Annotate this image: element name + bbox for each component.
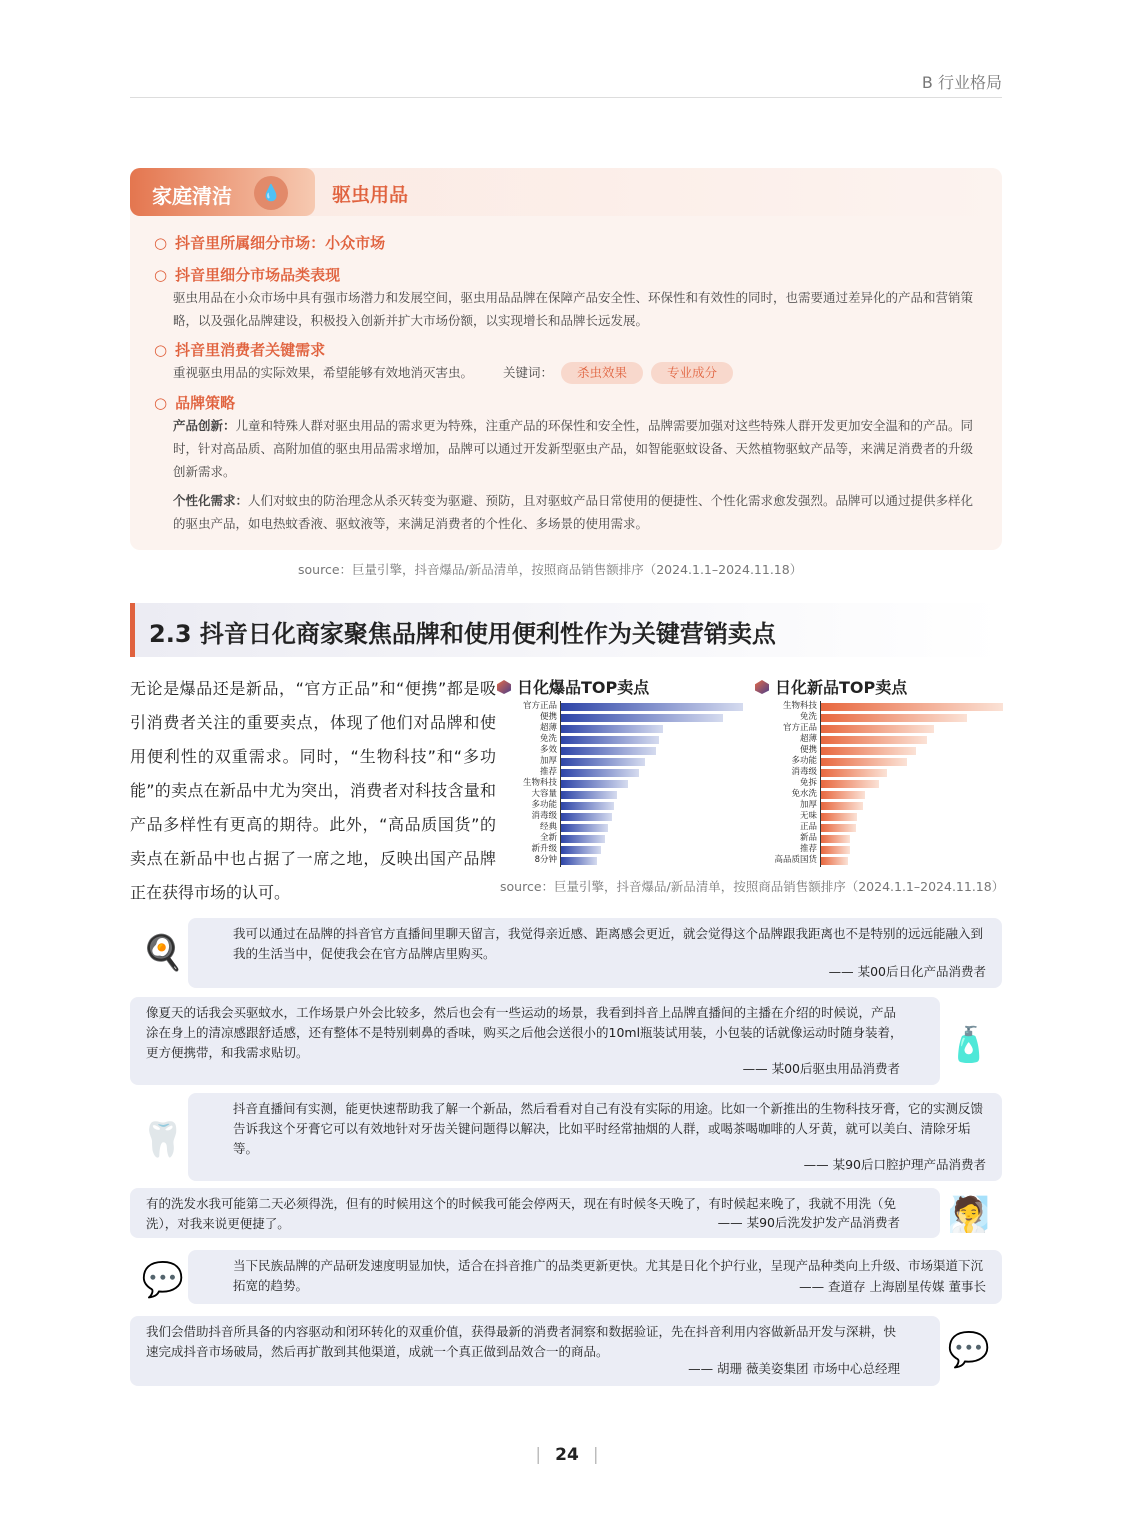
droplet-icon: 💧: [254, 176, 288, 210]
bar-row: [497, 822, 743, 833]
bar-row: [497, 723, 743, 734]
hair-wash-icon: 🧖: [947, 1195, 991, 1235]
section-performance: ○ 抖音里细分市场品类表现: [154, 264, 340, 285]
bar: [561, 846, 601, 854]
bar-label: 推荐: [539, 767, 557, 777]
kitchen-utensils-icon: 🍳: [141, 933, 185, 973]
section-market: ○ 抖音里所属细分市场：小众市场: [154, 232, 385, 253]
bar: [821, 725, 934, 733]
bar: [561, 824, 608, 832]
bar-label: 超薄: [799, 734, 817, 744]
category-label: [130, 168, 315, 216]
innovation-label: 产品创新：: [173, 418, 236, 433]
section-header: B 行业格局: [921, 73, 1002, 92]
body-text: 无论是爆品还是新品，“官方正品”和“便携”都是吸引消费者关注的重要卖点，体现了他们对品牌和使用便利性的双重需求。同时，“生物科技”和“多功能”的卖点在新品中尤为突出，消费者对科技含量和产品多样性有更高的期待。此外，“高品质国货”的卖点在新品中也占据了一席之地，反映出国产品牌正在获得市场的认可。: [130, 679, 496, 902]
quote-text: 抖音直播间有实测，能更快速帮助我了解一个新品，然后看看对自己有没有实际的用途。比如一个新推出的生物科技牙膏，它的实测反馈告诉我这个牙膏它可以有效地针对牙齿关键问题得以解决，比如平时经常抽烟的人群，或喝茶喝咖啡的人牙黄，就可以美白、清除牙垢等。: [233, 1101, 984, 1156]
keyword-tag: 杀虫效果: [561, 362, 643, 384]
bar-row: [757, 844, 1003, 855]
bar: [561, 813, 612, 821]
bar-row: [497, 800, 743, 811]
quote-author: —— 查道存 上海剧星传媒 董事长: [799, 1279, 986, 1294]
bar-row: [497, 734, 743, 745]
bar: [561, 736, 659, 744]
chart-title-text: 日化新品TOP卖点: [775, 678, 908, 697]
bar: [821, 802, 863, 810]
innovation-text: 儿童和特殊人群对驱虫用品的需求更为特殊，注重产品的环保性和安全性，品牌需要加强对这些特殊人群开发更加安全温和的产品。同时，针对高品质、高附加值的驱虫用品需求增加，品牌可以通过开发新型驱虫产品，如智能驱蚊设备、天然植物驱蚊产品等，来满足消费者的升级创新需求。: [173, 418, 974, 479]
quote-author: —— 某90后口腔护理产品消费者: [803, 1157, 986, 1172]
quote-author: —— 胡珊 薇美姿集团 市场中心总经理: [688, 1361, 900, 1376]
category-card: [130, 168, 1002, 550]
bar-label: 多功能: [791, 756, 817, 766]
section-strategy: ○ 品牌策略: [154, 392, 235, 413]
bar: [821, 846, 850, 854]
bar-row: [757, 756, 1003, 767]
bar-row: [757, 778, 1003, 789]
bar-row: [497, 712, 743, 723]
quote-card: [188, 918, 1002, 988]
bar-row: [497, 789, 743, 800]
bar: [561, 725, 663, 733]
chart-title-hot: [497, 675, 649, 698]
bar-row: [497, 756, 743, 767]
bar-label: 生物科技: [782, 701, 817, 711]
bar-row: [497, 844, 743, 855]
bar: [821, 791, 865, 799]
strategy-innovation: [173, 414, 983, 483]
bar-label: 经典: [539, 822, 557, 832]
bar-label: 新品: [799, 833, 817, 843]
bar-row: [757, 800, 1003, 811]
source-note: source：巨量引擎，抖音爆品/新品清单，按照商品销售额排序（2024.1.1–2024.11.18）: [298, 562, 803, 577]
bar-label: 高品质国货: [774, 855, 817, 865]
quote-author: —— 某90后洗发护发产品消费者: [717, 1215, 900, 1230]
quote-card: [188, 1250, 1002, 1304]
quote-text: 有的洗发水我可能第二天必须得洗，但有的时候用这个的时候我可能会停两天，现在有时候冬天晚了，有时候起来晚了，我就不用洗（免洗），对我来说更便捷了。: [146, 1196, 897, 1231]
bar: [821, 813, 857, 821]
bar: [821, 780, 879, 788]
bar-row: [497, 701, 743, 712]
page-number: | 24 |: [535, 1445, 599, 1465]
personalization-text: 人们对蚊虫的防治理念从杀灭转变为驱避、预防，且对驱蚊产品日常使用的便捷性、个性化需求愈发强烈。品牌可以通过提供多样化的驱虫产品，如电热蚊香液、驱蚊液等，来满足消费者的个性化、多场景的使用需求。: [173, 493, 974, 531]
bar-label: 加厚: [799, 800, 817, 810]
personalization-label: 个性化需求：: [173, 493, 249, 508]
subcategory-label: 驱虫用品: [332, 184, 409, 206]
bar: [821, 703, 1003, 711]
bar-label: 加厚: [539, 756, 557, 766]
bar-row: [497, 767, 743, 778]
bar-row: [757, 833, 1003, 844]
needs-row: [173, 361, 983, 384]
section-title: 2.3 抖音日化商家聚焦品牌和使用便利性作为关键营销卖点: [130, 603, 1002, 657]
card-header: [130, 168, 1002, 216]
bar-row: [757, 701, 1003, 712]
chart-title-new: [755, 675, 907, 698]
quote-text: 我可以通过在品牌的抖音官方直播间里聊天留言，我觉得亲近感、距离感会更近，就会觉得这个品牌跟我距离也不是特别的远远能融入到我的生活当中，促使我会在官方品牌店里购买。: [233, 926, 984, 961]
bar-label: 全新: [539, 833, 557, 843]
bar-row: [757, 855, 1003, 866]
speech-person-icon: 💬: [947, 1330, 991, 1370]
chart-hot-selling-points: [497, 701, 743, 867]
quote-card: [188, 1093, 1002, 1181]
bar: [821, 824, 856, 832]
bar-label: 正品: [799, 822, 817, 832]
bar-label: 多效: [539, 745, 557, 755]
bar-row: [757, 745, 1003, 756]
bar-label: 便携: [539, 712, 557, 722]
needs-text: 重视驱虫用品的实际效果，希望能够有效地消灭害虫。: [173, 365, 474, 380]
bar-label: 生物科技: [522, 778, 557, 788]
quote-text: 当下民族品牌的产品研发速度明显加快，适合在抖音推广的品类更新更快。尤其是日化个护行业，呈现产品种类向上升级、市场渠道下沉拓宽的趋势。: [233, 1258, 984, 1293]
bar: [561, 747, 656, 755]
page-number-text: 24: [555, 1445, 579, 1465]
section-needs: ○ 抖音里消费者关键需求: [154, 339, 325, 360]
bar-row: [757, 822, 1003, 833]
keyword-tag: 专业成分: [651, 362, 733, 384]
bar-label: 新升级: [531, 844, 557, 854]
insect-spray-icon: 🧴: [947, 1025, 991, 1065]
bar-label: 大容量: [531, 789, 557, 799]
category-text: 家庭清洁: [152, 184, 232, 208]
bar: [821, 835, 850, 843]
quote-card: [130, 1188, 940, 1238]
bar-row: [497, 778, 743, 789]
bar: [821, 714, 967, 722]
logo-icon: [497, 680, 511, 694]
bar: [821, 758, 907, 766]
bar: [821, 857, 848, 865]
bar-label: 推荐: [799, 844, 817, 854]
chart-source-note: source：巨量引擎，抖音爆品/新品清单，按照商品销售额排序（2024.1.1–2024.11.18）: [500, 879, 1005, 894]
chart-new-selling-points: [757, 701, 1003, 867]
quote-card: [130, 1316, 940, 1386]
bar: [561, 758, 645, 766]
bar-row: [497, 811, 743, 822]
bar-row: [497, 833, 743, 844]
bar: [561, 802, 614, 810]
quote-text: 我们会借助抖音所具备的内容驱动和闭环转化的双重价值，获得最新的消费者洞察和数据验证，先在抖音利用内容做新品开发与深耕，快速完成抖音市场破局，然后再扩散到其他渠道，成就一个真正做到品效合一的商品。: [146, 1324, 897, 1359]
quote-card: [130, 997, 940, 1085]
chart-title-text: 日化爆品TOP卖点: [517, 678, 650, 697]
bar: [561, 703, 743, 711]
bar-label: 多功能: [531, 800, 557, 810]
quote-author: —— 某00后日化产品消费者: [828, 964, 986, 979]
bar-row: [757, 712, 1003, 723]
bar-label: 超薄: [539, 723, 557, 733]
tooth-brush-icon: 🦷: [141, 1120, 185, 1160]
bar: [561, 780, 628, 788]
bar: [561, 714, 723, 722]
strategy-personalization: [173, 489, 983, 535]
bar-label: 便携: [799, 745, 817, 755]
logo-icon: [755, 680, 769, 694]
bar-label: 免洗: [799, 712, 817, 722]
speech-person-icon: 💬: [141, 1260, 185, 1300]
bar-row: [497, 855, 743, 866]
bar: [561, 857, 597, 865]
bar-label: 8分钟: [534, 855, 557, 865]
performance-text: 驱虫用品在小众市场中具有强市场潜力和发展空间，驱虫用品品牌在保障产品安全性、环保性和有效性的同时，也需要通过差异化的产品和营销策略，以及强化品牌建设，积极投入创新并扩大市场份额，以实现增长和品牌长远发展。: [173, 290, 974, 328]
bar: [821, 736, 927, 744]
keyword-label: 关键词：: [503, 365, 554, 380]
bar-row: [757, 723, 1003, 734]
bar: [561, 835, 605, 843]
bar-row: [497, 745, 743, 756]
bar-row: [757, 789, 1003, 800]
bar-label: 官方正品: [782, 723, 817, 733]
bar: [561, 791, 617, 799]
bar-label: 无味: [799, 811, 817, 821]
bar: [821, 769, 887, 777]
quote-text: 像夏天的话我会买驱蚊水，工作场景户外会比较多，然后也会有一些运动的场景，我看到抖音上品牌直播间的主播在介绍的时候说，产品涂在身上的清凉感跟舒适感，还有整体不是特别刺鼻的香味，购买之后他会送很小的10ml瓶装试用装，小包装的话就像运动时随身装着，更方便携带，和我需求贴切。: [146, 1005, 903, 1060]
bar-row: [757, 811, 1003, 822]
bar-row: [757, 734, 1003, 745]
bar: [821, 747, 916, 755]
bar-label: 消毒级: [531, 811, 557, 821]
bar-label: 官方正品: [522, 701, 557, 711]
bar-label: 消毒级: [791, 767, 817, 777]
divider: [130, 97, 1002, 98]
quote-author: —— 某00后驱虫用品消费者: [742, 1061, 900, 1076]
bar: [561, 769, 639, 777]
bar-label: 免洗: [539, 734, 557, 744]
bar-row: [757, 767, 1003, 778]
bar-label: 免水洗: [791, 789, 817, 799]
bar-label: 免拆: [799, 778, 817, 788]
